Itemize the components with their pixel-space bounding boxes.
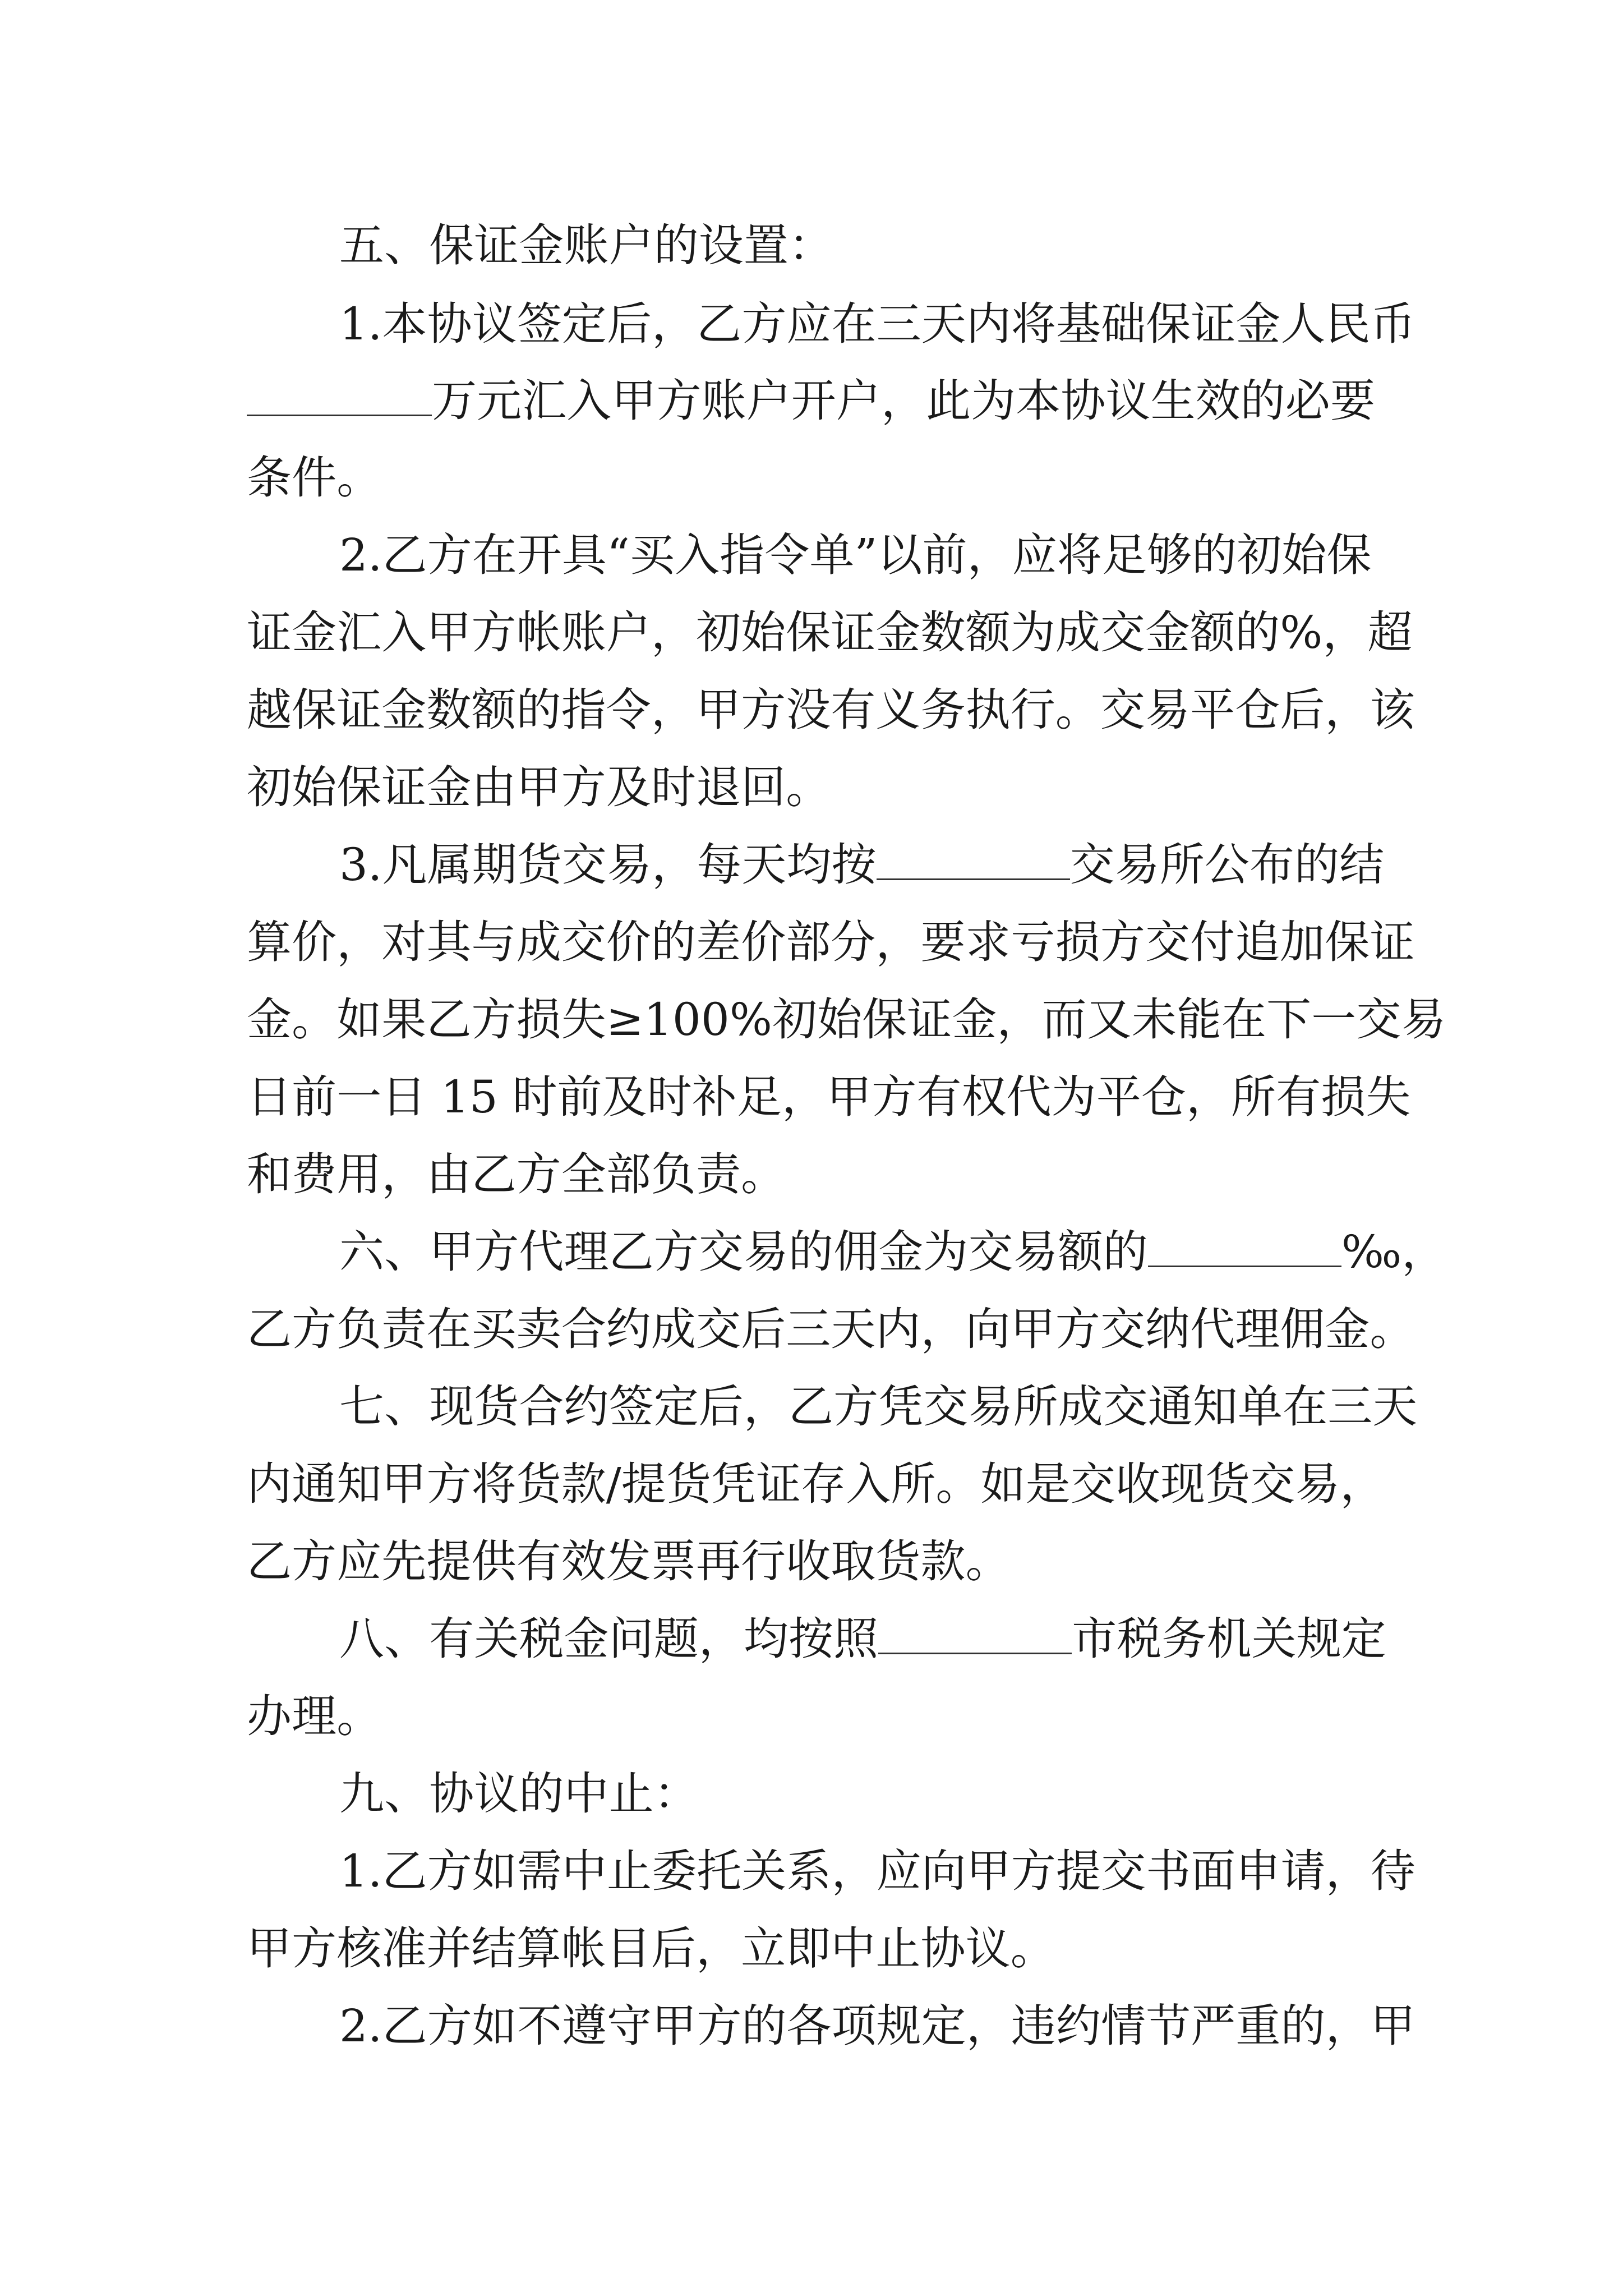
paragraph-line: 乙方应先提供有效发票再行收取货款。	[247, 1535, 1011, 1588]
paragraph-line: 初始保证金由甲方及时退回。	[247, 761, 831, 813]
paragraph-line: 日前一日 15 时前及时补足，甲方有权代为平仓，所有损失	[247, 1071, 1411, 1123]
paragraph-line: 和费用，由乙方全部负责。	[247, 1148, 786, 1200]
paragraph-line: 内通知甲方将货款/提货凭证存入所。如是交收现货交易，	[247, 1458, 1385, 1510]
paragraph-line: 条件。	[247, 452, 382, 504]
paragraph-line: 乙方负责在买卖合约成交后三天内，向甲方交纳代理佣金。	[247, 1303, 1415, 1355]
paragraph-line: 算价，对其与成交价的差价部分，要求亏损方交付追加保证	[247, 916, 1415, 968]
document-page	[247, 0, 1447, 2296]
paragraph-line: 3.凡属期货交易，每天均按 交易所公布的结	[339, 834, 1384, 896]
fill-in-blank	[878, 1609, 1072, 1654]
paragraph-line: 甲方核准并结算帐目后，立即中止协议。	[247, 1922, 1055, 1975]
paragraph-line: 万元汇入甲方账户开户，此为本协议生效的必要	[247, 370, 1375, 432]
section-heading-suspension: 九、协议的中止：	[339, 1768, 699, 1820]
fill-in-blank	[247, 371, 432, 416]
paragraph-line: 2.乙方如不遵守甲方的各项规定，违约情节严重的，甲	[339, 2000, 1415, 2052]
paragraph-line: 1.本协议签定后，乙方应在三天内将基础保证金人民币	[339, 298, 1415, 350]
paragraph-line: 2.乙方在开具“买入指令单”以前，应将足够的初始保	[339, 529, 1372, 581]
paragraph-line: 证金汇入甲方帐账户，初始保证金数额为成交金额的%，超	[247, 606, 1413, 659]
section-heading-margin-account: 五、保证金账户的设置：	[339, 219, 834, 272]
fill-in-blank	[1148, 1222, 1341, 1267]
paragraph-line: 1.乙方如需中止委托关系，应向甲方提交书面申请，待	[339, 1845, 1415, 1897]
section-heading-taxes: 八、有关税金问题，均按照 市税务机关规定	[339, 1608, 1386, 1670]
paragraph-line: 越保证金数额的指令，甲方没有义务执行。交易平仓后，该	[247, 684, 1415, 736]
section-heading-commission: 六、甲方代理乙方交易的佣金为交易额的 ‰，	[339, 1221, 1446, 1283]
fill-in-blank	[877, 835, 1070, 880]
section-heading-spot-contract: 七、现货合约签定后，乙方凭交易所成交通知单在三天	[339, 1381, 1418, 1433]
paragraph-line: 办理。	[247, 1690, 382, 1742]
paragraph-line: 金。如果乙方损失≥100%初始保证金，而又未能在下一交易	[247, 993, 1446, 1046]
